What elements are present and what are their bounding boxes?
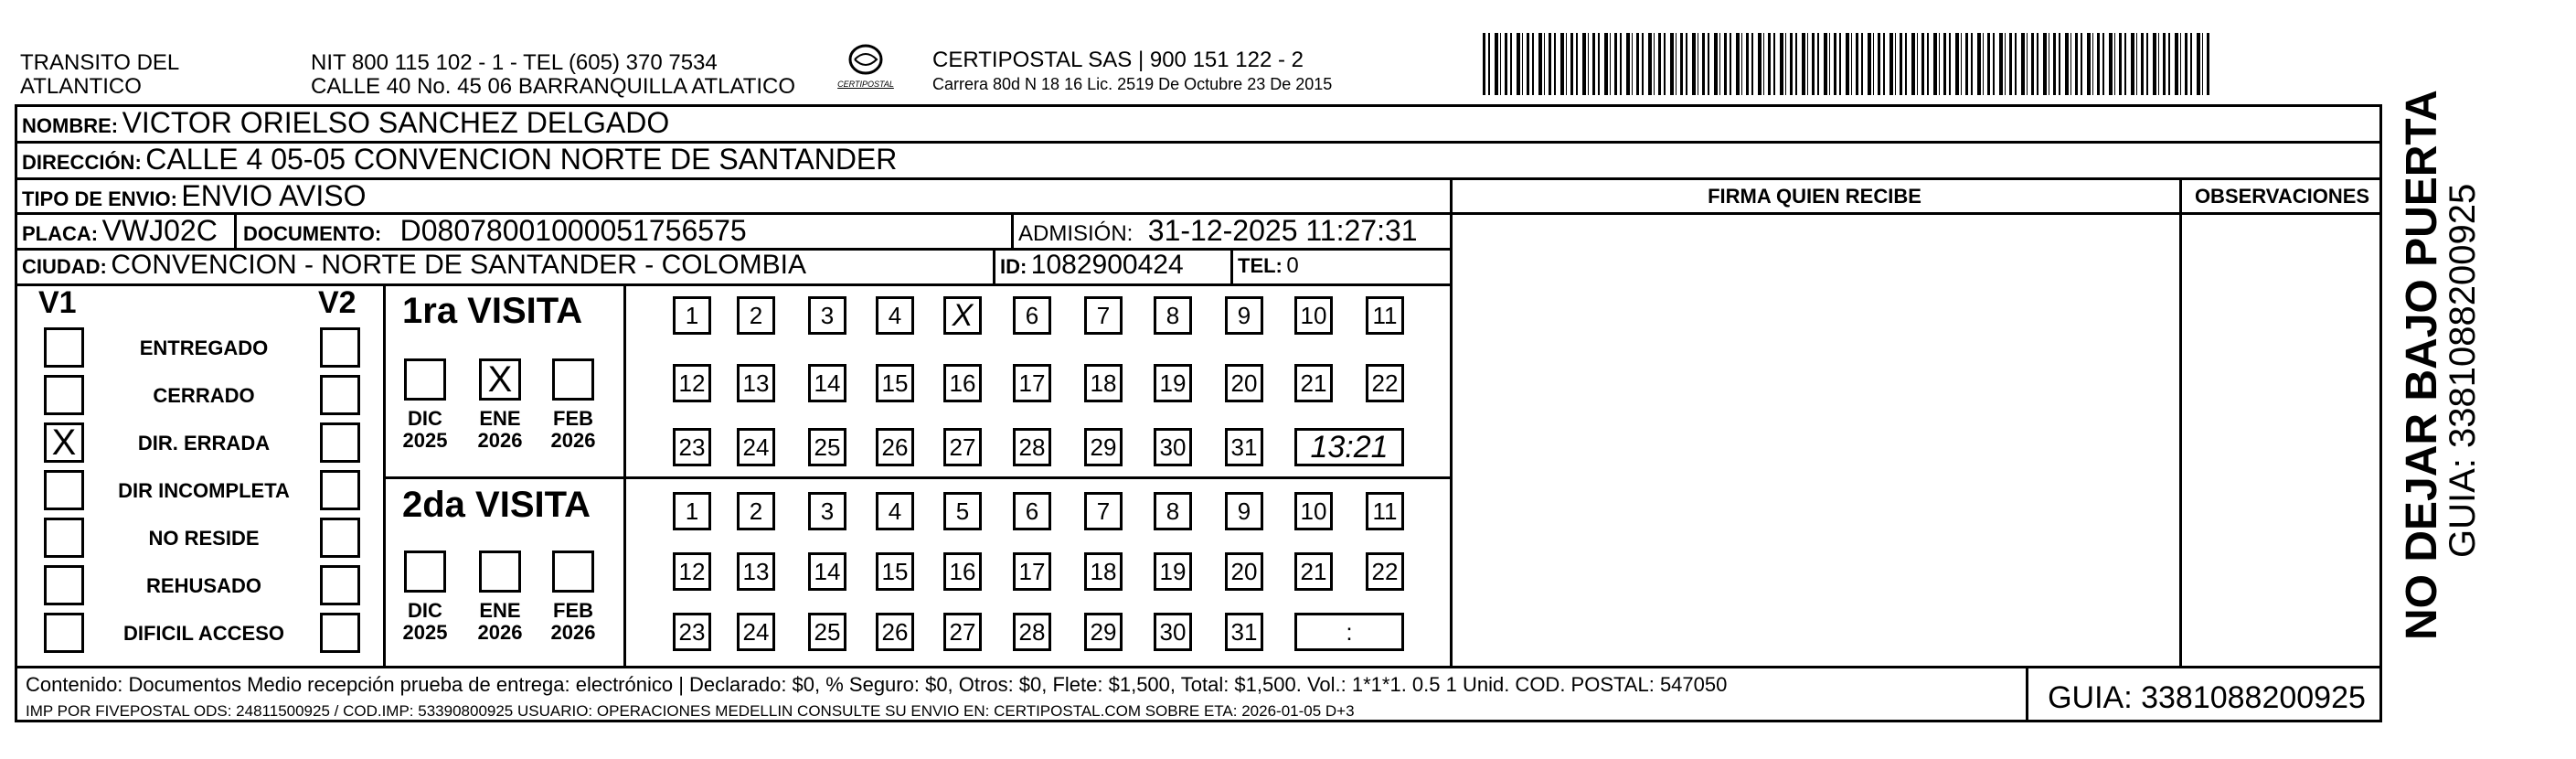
direccion-label: DIRECCIÓN: bbox=[22, 151, 142, 174]
id-row bbox=[1000, 250, 1184, 281]
issuer-line-2: ATLANTICO bbox=[20, 74, 142, 99]
first-day-box[interactable]: 4 bbox=[876, 296, 914, 335]
first-day-box-marked[interactable]: X bbox=[943, 296, 982, 335]
issuer-address: CALLE 40 No. 45 06 BARRANQUILLA ATLATICO bbox=[311, 74, 796, 99]
v2-checkbox[interactable] bbox=[320, 375, 360, 415]
second-day-box[interactable]: 31 bbox=[1225, 613, 1263, 651]
issuer-name bbox=[20, 51, 179, 99]
logo-icon bbox=[847, 44, 884, 75]
second-visit-title: 2da VISITA bbox=[402, 485, 591, 525]
tel-label: TEL: bbox=[1238, 254, 1283, 277]
second-day-box[interactable]: 3 bbox=[808, 492, 846, 530]
logo-text: CERTIPOSTAL bbox=[837, 80, 894, 89]
second-day-box[interactable]: 15 bbox=[876, 552, 914, 591]
v1-checkbox[interactable] bbox=[44, 327, 84, 368]
second-day-box[interactable]: 11 bbox=[1366, 492, 1404, 530]
v2-checkbox[interactable] bbox=[320, 422, 360, 463]
tipo-label: TIPO DE ENVIO: bbox=[22, 187, 177, 210]
observaciones-label: OBSERVACIONES bbox=[2194, 185, 2370, 208]
v2-checkbox[interactable] bbox=[320, 613, 360, 653]
courier-license: Carrera 80d N 18 16 Lic. 2519 De Octubre 23 De 2015 bbox=[932, 75, 1333, 93]
first-day-box[interactable]: 17 bbox=[1013, 364, 1051, 402]
second-day-box[interactable]: 14 bbox=[808, 552, 846, 591]
second-month-label: DIC 2025 bbox=[402, 599, 448, 644]
courier-nit: CERTIPOSTAL SAS | 900 151 122 - 2 bbox=[932, 48, 1304, 72]
direccion-value: CALLE 4 05-05 CONVENCION NORTE DE SANTANDER bbox=[145, 143, 898, 176]
first-day-box[interactable]: 22 bbox=[1366, 364, 1404, 402]
v1-label: V1 bbox=[38, 285, 77, 320]
v2-label: V2 bbox=[318, 285, 357, 320]
second-month-checkbox[interactable] bbox=[552, 551, 594, 593]
first-day-box[interactable]: 14 bbox=[808, 364, 846, 402]
second-day-box[interactable]: 12 bbox=[673, 552, 711, 591]
first-day-box[interactable]: 12 bbox=[673, 364, 711, 402]
first-month-checkbox[interactable]: X bbox=[479, 358, 521, 401]
imp-line: IMP POR FIVEPOSTAL ODS: 24811500925 / COD.IMP: 53390800925 USUARIO: OPERACIONES MEDELLIN CONSULTE SU ENVIO EN: CERTIPOSTAL.COM SOBRE ETA: 2026-01-05 D+3 bbox=[26, 702, 1355, 720]
issuer-contact bbox=[311, 51, 795, 99]
first-day-box[interactable]: 28 bbox=[1013, 428, 1051, 466]
second-day-box[interactable]: 2 bbox=[737, 492, 775, 530]
direccion-row bbox=[22, 143, 897, 176]
second-day-box[interactable]: 30 bbox=[1154, 613, 1192, 651]
admision-row bbox=[1018, 214, 1418, 248]
first-day-box[interactable]: 1 bbox=[673, 296, 711, 335]
status-label: ENTREGADO bbox=[139, 337, 269, 359]
documento-value: D08078001000051756575 bbox=[399, 214, 747, 247]
second-day-box[interactable]: 10 bbox=[1294, 492, 1333, 530]
tipo-row bbox=[22, 179, 367, 213]
second-month-checkbox[interactable] bbox=[404, 551, 446, 593]
first-day-box[interactable]: 24 bbox=[737, 428, 775, 466]
first-day-box[interactable]: 29 bbox=[1084, 428, 1123, 466]
first-day-box[interactable]: 21 bbox=[1294, 364, 1333, 402]
second-day-box[interactable]: 27 bbox=[943, 613, 982, 651]
second-day-box[interactable]: 16 bbox=[943, 552, 982, 591]
first-day-box[interactable]: 31 bbox=[1225, 428, 1263, 466]
second-month-checkbox[interactable] bbox=[479, 551, 521, 593]
first-day-box[interactable]: 25 bbox=[808, 428, 846, 466]
admision-value: 31-12-2025 11:27:31 bbox=[1147, 214, 1418, 247]
guia-side: GUIA: 3381088200925 bbox=[2443, 183, 2483, 558]
ciudad-row bbox=[22, 250, 806, 281]
first-day-box[interactable]: 23 bbox=[673, 428, 711, 466]
nombre-label: NOMBRE: bbox=[22, 114, 119, 137]
first-day-box[interactable]: 10 bbox=[1294, 296, 1333, 335]
issuer-nit: NIT 800 115 102 - 1 - TEL (605) 370 7534 bbox=[311, 50, 718, 75]
courier-info bbox=[932, 48, 1332, 94]
first-day-box[interactable]: 13 bbox=[737, 364, 775, 402]
first-day-box[interactable]: 27 bbox=[943, 428, 982, 466]
first-day-box[interactable]: 11 bbox=[1366, 296, 1404, 335]
status-label: DIR INCOMPLETA bbox=[118, 479, 290, 502]
first-day-box[interactable]: 26 bbox=[876, 428, 914, 466]
second-day-box[interactable]: 4 bbox=[876, 492, 914, 530]
first-day-box[interactable]: 2 bbox=[737, 296, 775, 335]
second-day-box[interactable]: 21 bbox=[1294, 552, 1333, 591]
tel-row bbox=[1238, 253, 1299, 279]
second-month-label: ENE 2026 bbox=[477, 599, 523, 644]
second-day-box[interactable]: 17 bbox=[1013, 552, 1051, 591]
v1-checkbox[interactable] bbox=[44, 470, 84, 510]
second-day-box[interactable]: 26 bbox=[876, 613, 914, 651]
second-day-box[interactable]: 7 bbox=[1084, 492, 1123, 530]
first-day-box[interactable]: 30 bbox=[1154, 428, 1192, 466]
id-label: ID: bbox=[1000, 255, 1027, 278]
barcode bbox=[1483, 33, 2210, 95]
status-label: DIFICIL ACCESO bbox=[122, 622, 284, 645]
second-day-box[interactable]: 23 bbox=[673, 613, 711, 651]
first-month-label: ENE 2026 bbox=[477, 407, 523, 452]
id-value: 1082900424 bbox=[1030, 250, 1184, 280]
second-time-box[interactable]: : bbox=[1294, 613, 1404, 651]
second-day-box[interactable]: 8 bbox=[1154, 492, 1192, 530]
second-day-box[interactable]: 25 bbox=[808, 613, 846, 651]
status-label: DIR. ERRADA bbox=[137, 432, 271, 454]
first-day-box[interactable]: 3 bbox=[808, 296, 846, 335]
first-month-checkbox[interactable] bbox=[552, 358, 594, 401]
first-day-box[interactable]: 7 bbox=[1084, 296, 1123, 335]
second-day-box[interactable]: 6 bbox=[1013, 492, 1051, 530]
second-day-box[interactable]: 22 bbox=[1366, 552, 1404, 591]
first-month-checkbox[interactable] bbox=[404, 358, 446, 401]
no-dejar-warning: NO DEJAR BAJO PUERTA bbox=[2398, 90, 2446, 640]
first-day-box[interactable]: 9 bbox=[1225, 296, 1263, 335]
first-day-box[interactable]: 8 bbox=[1154, 296, 1192, 335]
second-day-box[interactable]: 20 bbox=[1225, 552, 1263, 591]
ciudad-label: CIUDAD: bbox=[22, 255, 107, 278]
ciudad-value: CONVENCION - NORTE DE SANTANDER - COLOMBIA bbox=[111, 250, 806, 280]
first-time-box[interactable]: 13:21 bbox=[1294, 428, 1404, 466]
tel-value: 0 bbox=[1286, 253, 1299, 278]
second-day-box[interactable]: 28 bbox=[1013, 613, 1051, 651]
nombre-row bbox=[22, 106, 669, 140]
v2-checkbox[interactable] bbox=[320, 518, 360, 558]
second-day-box[interactable]: 19 bbox=[1154, 552, 1192, 591]
v2-checkbox[interactable] bbox=[320, 470, 360, 510]
certipostal-logo bbox=[837, 44, 894, 89]
first-day-box[interactable]: 18 bbox=[1084, 364, 1123, 402]
second-day-box[interactable]: 1 bbox=[673, 492, 711, 530]
issuer-line-1: TRANSITO DEL bbox=[20, 50, 180, 75]
first-day-box[interactable]: 15 bbox=[876, 364, 914, 402]
second-day-box[interactable]: 9 bbox=[1225, 492, 1263, 530]
status-label: CERRADO bbox=[153, 384, 255, 407]
tipo-value: ENVIO AVISO bbox=[181, 179, 367, 212]
first-visit-title: 1ra VISITA bbox=[402, 291, 583, 331]
v1-checkbox[interactable] bbox=[44, 565, 84, 605]
documento-label: DOCUMENTO: bbox=[243, 222, 382, 245]
v1-checkbox[interactable] bbox=[44, 375, 84, 415]
first-day-box[interactable]: 6 bbox=[1013, 296, 1051, 335]
status-label: NO RESIDE bbox=[148, 527, 260, 550]
first-day-box[interactable]: 20 bbox=[1225, 364, 1263, 402]
admision-label: ADMISIÓN: bbox=[1018, 221, 1134, 246]
v2-checkbox[interactable] bbox=[320, 327, 360, 368]
second-day-box[interactable]: 5 bbox=[943, 492, 982, 530]
documento-row bbox=[243, 214, 747, 248]
v1-checkbox[interactable] bbox=[44, 613, 84, 653]
second-month-label: FEB 2026 bbox=[550, 599, 596, 644]
status-label: REHUSADO bbox=[146, 574, 261, 597]
first-day-box[interactable]: 19 bbox=[1154, 364, 1192, 402]
v2-checkbox[interactable] bbox=[320, 565, 360, 605]
first-day-box[interactable]: 16 bbox=[943, 364, 982, 402]
second-day-box[interactable]: 29 bbox=[1084, 613, 1123, 651]
placa-value: VWJ02C bbox=[101, 214, 218, 247]
first-month-label: FEB 2026 bbox=[550, 407, 596, 452]
first-month-label: DIC 2025 bbox=[402, 407, 448, 452]
placa-label: PLACA: bbox=[22, 222, 99, 245]
second-day-box[interactable]: 24 bbox=[737, 613, 775, 651]
contenido-line: Contenido: Documentos Medio recepción prueba de entrega: electrónico | Declarado: $0, % Seguro: $0, Otros: $0, Flete: $1,500, Total: $1,500. Vol.: 1*1*1. 0.5 1 Unid. COD. POSTAL: 547050 bbox=[26, 673, 1728, 696]
second-day-box[interactable]: 18 bbox=[1084, 552, 1123, 591]
v1-checkbox[interactable]: X bbox=[44, 422, 84, 463]
firma-label: FIRMA QUIEN RECIBE bbox=[1708, 185, 1921, 208]
v1-checkbox[interactable] bbox=[44, 518, 84, 558]
guia-footer: GUIA: 3381088200925 bbox=[2048, 680, 2366, 715]
second-day-box[interactable]: 13 bbox=[737, 552, 775, 591]
nombre-value: VICTOR ORIELSO SANCHEZ DELGADO bbox=[122, 106, 670, 139]
placa-row bbox=[22, 214, 218, 248]
